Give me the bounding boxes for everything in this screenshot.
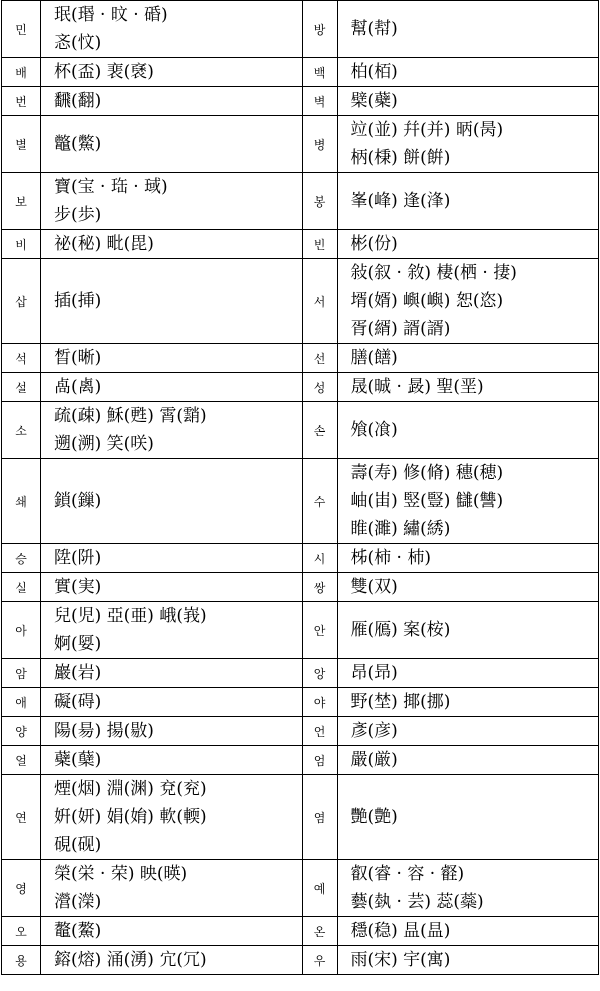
variant-line: 雙(双): [350, 577, 398, 597]
reading-cell: 실: [2, 573, 41, 602]
reading-cell: 온: [302, 917, 337, 946]
reading-cell: 예: [302, 860, 337, 917]
variant-cell: [41, 688, 303, 717]
variant-cell: [337, 688, 599, 717]
variant-line: 寶(宝 · 珤 · 琙): [54, 177, 168, 197]
reading-cell: 영: [2, 860, 41, 917]
table-row: [2, 1, 599, 58]
variant-line: 礙(碍): [54, 692, 102, 712]
variant-cell: [41, 1, 303, 58]
variant-cell: [41, 459, 303, 544]
variant-line: 步(歩): [54, 205, 102, 225]
variant-cell: [337, 860, 599, 917]
variant-line: 彥(彦): [350, 721, 398, 741]
reading-cell: 엄: [302, 746, 337, 775]
reading-cell: 암: [2, 659, 41, 688]
variant-line: 鎔(熔) 涌(湧) 宂(冗): [54, 950, 207, 970]
reading-cell: 번: [2, 87, 41, 116]
variant-line: 忞(忟): [54, 33, 102, 53]
reading-cell: 소: [2, 402, 41, 459]
variant-cell: [337, 659, 599, 688]
reading-cell: 성: [302, 373, 337, 402]
variant-line: 蘗(蘖): [54, 750, 102, 770]
variant-cell: [41, 259, 303, 344]
variant-line: 陞(阩): [54, 548, 102, 568]
variant-line: 柏(栢): [350, 62, 398, 82]
variant-line: 硯(砚): [54, 835, 102, 855]
variant-cell: [337, 717, 599, 746]
variant-line: 晳(晰): [54, 348, 102, 368]
variant-line: 晟(晠 · 晸) 聖(垩): [350, 377, 484, 397]
variant-cell: [337, 573, 599, 602]
reading-cell: 비: [2, 230, 41, 259]
table-row: [2, 602, 599, 659]
reading-cell: 손: [302, 402, 337, 459]
variant-cell: [41, 87, 303, 116]
reading-cell: 방: [302, 1, 337, 58]
reading-cell: 아: [2, 602, 41, 659]
reading-cell: 얼: [2, 746, 41, 775]
reading-cell: 쇄: [2, 459, 41, 544]
reading-cell: 승: [2, 544, 41, 573]
variant-cell: [41, 173, 303, 230]
table-row: [2, 402, 599, 459]
variant-cell: [41, 717, 303, 746]
variant-line: 睢(濉) 繡(綉): [350, 519, 451, 539]
variant-line: 疏(疎) 穌(甦) 霄(䨭): [54, 406, 207, 426]
table-row: [2, 373, 599, 402]
table-row: [2, 717, 599, 746]
table-row: [2, 116, 599, 173]
variant-line: 敍(叙 · 敘) 棲(栖 · 捿): [350, 263, 517, 283]
variant-cell: [41, 775, 303, 860]
variant-line: 遡(溯) 笑(咲): [54, 434, 154, 454]
variant-line: 陽(昜) 揚(敭): [54, 721, 154, 741]
table-row: [2, 87, 599, 116]
reading-cell: 용: [2, 946, 41, 975]
variant-cell: [41, 602, 303, 659]
table-row: [2, 688, 599, 717]
reading-cell: 쌍: [302, 573, 337, 602]
reading-cell: 연: [2, 775, 41, 860]
variant-line: 檗(蘗): [350, 91, 398, 111]
table-row: [2, 344, 599, 373]
variant-line: 巖(岩): [54, 663, 102, 683]
reading-cell: 봉: [302, 173, 337, 230]
variant-cell: [41, 116, 303, 173]
reading-cell: 양: [2, 717, 41, 746]
variant-line: 姸(妍) 娟(姢) 軟(輭): [54, 807, 207, 827]
variant-line: 艷(艶): [350, 807, 398, 827]
table-row: [2, 58, 599, 87]
variant-cell: [41, 746, 303, 775]
variant-cell: [337, 259, 599, 344]
variant-line: 叡(睿 · 容 · 壡): [350, 864, 465, 884]
reading-cell: 보: [2, 173, 41, 230]
reading-cell: 안: [302, 602, 337, 659]
reading-cell: 민: [2, 1, 41, 58]
variant-cell: [41, 58, 303, 87]
variant-cell: [41, 544, 303, 573]
variant-line: 昂(昻): [350, 663, 398, 683]
variant-cell: [41, 659, 303, 688]
variant-cell: [337, 917, 599, 946]
table-row: [2, 746, 599, 775]
reading-cell: 석: [2, 344, 41, 373]
reading-cell: 선: [302, 344, 337, 373]
variant-cell: [337, 373, 599, 402]
reading-cell: 앙: [302, 659, 337, 688]
reading-cell: 삽: [2, 259, 41, 344]
variant-line: 實(実): [54, 577, 102, 597]
variant-cell: [337, 946, 599, 975]
variant-cell: [41, 402, 303, 459]
variant-line: 藝(埶 · 芸) 蕊(蘂): [350, 892, 484, 912]
reading-cell: 병: [302, 116, 337, 173]
reading-cell: 야: [302, 688, 337, 717]
variant-line: 雁(鴈) 案(桉): [350, 620, 451, 640]
reading-cell: 빈: [302, 230, 337, 259]
variant-line: 柄(棅) 餅(餠): [350, 148, 451, 168]
reading-cell: 애: [2, 688, 41, 717]
variant-line: 野(埜) 揶(挪): [350, 692, 451, 712]
variant-line: 珉(瑉 · 旼 · 碈): [54, 5, 168, 25]
variant-line: 胥(縃) 諝(諝): [350, 319, 451, 339]
variant-cell: [41, 344, 303, 373]
variant-cell: [41, 917, 303, 946]
reading-cell: 벽: [302, 87, 337, 116]
variant-line: 兒(児) 亞(亜) 峨(峩): [54, 606, 207, 626]
table-row: [2, 860, 599, 917]
variant-cell: [41, 946, 303, 975]
variant-cell: [337, 87, 599, 116]
reading-cell: 염: [302, 775, 337, 860]
variant-line: 飜(翻): [54, 91, 102, 111]
table-row: [2, 544, 599, 573]
reading-cell: 배: [2, 58, 41, 87]
variant-line: 柹(柿 · 杮): [350, 548, 431, 568]
variant-line: 祕(秘) 毗(毘): [54, 234, 154, 254]
variant-line: 插(挿): [54, 291, 102, 311]
variant-character-table: [1, 0, 599, 975]
variant-cell: [337, 116, 599, 173]
variant-line: 膳(饍): [350, 348, 398, 368]
variant-cell: [337, 402, 599, 459]
variant-line: 杯(盃) 裵(褎): [54, 62, 154, 82]
variant-line: 煙(烟) 淵(渊) 兗(兖): [54, 779, 207, 799]
table-row: [2, 946, 599, 975]
variant-cell: [337, 1, 599, 58]
variant-cell: [337, 602, 599, 659]
reading-cell: 시: [302, 544, 337, 573]
reading-cell: 서: [302, 259, 337, 344]
variant-cell: [41, 860, 303, 917]
variant-cell: [337, 544, 599, 573]
table-row: [2, 659, 599, 688]
table-row: [2, 459, 599, 544]
variant-line: 鼈(鱉): [54, 134, 102, 154]
variant-cell: [337, 344, 599, 373]
table-row: [2, 917, 599, 946]
reading-cell: 수: [302, 459, 337, 544]
variant-line: 雨(宋) 宇(寓): [350, 950, 451, 970]
variant-line: 幫(幇): [350, 19, 398, 39]
variant-line: 瀯(濚): [54, 892, 102, 912]
variant-cell: [337, 230, 599, 259]
variant-cell: [41, 230, 303, 259]
variant-line: 彬(份): [350, 234, 398, 254]
variant-cell: [41, 573, 303, 602]
variant-line: 嚴(厳): [350, 750, 398, 770]
variant-line: 鼇(鰲): [54, 921, 102, 941]
table-row: [2, 173, 599, 230]
reading-cell: 설: [2, 373, 41, 402]
reading-cell: 백: [302, 58, 337, 87]
table-row: [2, 775, 599, 860]
variant-line: 婀(娿): [54, 634, 102, 654]
reading-cell: 언: [302, 717, 337, 746]
variant-cell: [41, 373, 303, 402]
variant-cell: [337, 746, 599, 775]
table-row: [2, 573, 599, 602]
variant-line: 壻(婿) 嶼(嶼) 恕(恣): [350, 291, 504, 311]
variant-line: 鎖(鏁): [54, 491, 102, 511]
variant-cell: [337, 459, 599, 544]
reading-cell: 별: [2, 116, 41, 173]
variant-line: 峯(峰) 逢(浲): [350, 191, 451, 211]
table-row: [2, 259, 599, 344]
reading-cell: 오: [2, 917, 41, 946]
variant-line: 卨(禼): [54, 377, 102, 397]
variant-cell: [337, 58, 599, 87]
variant-cell: [337, 775, 599, 860]
reading-cell: 우: [302, 946, 337, 975]
variant-line: 榮(栄 · 荣) 映(暎): [54, 864, 188, 884]
variant-line: 穩(稳) 昷(昷): [350, 921, 451, 941]
variant-line: 竝(並) 幷(并) 昞(昺): [350, 120, 504, 140]
variant-line: 岫(峀) 竪(豎) 讎(讐): [350, 491, 504, 511]
table-row: [2, 230, 599, 259]
variant-cell: [337, 173, 599, 230]
variant-line: 飧(飡): [350, 420, 398, 440]
variant-line: 壽(寿) 修(脩) 穗(穂): [350, 463, 504, 483]
